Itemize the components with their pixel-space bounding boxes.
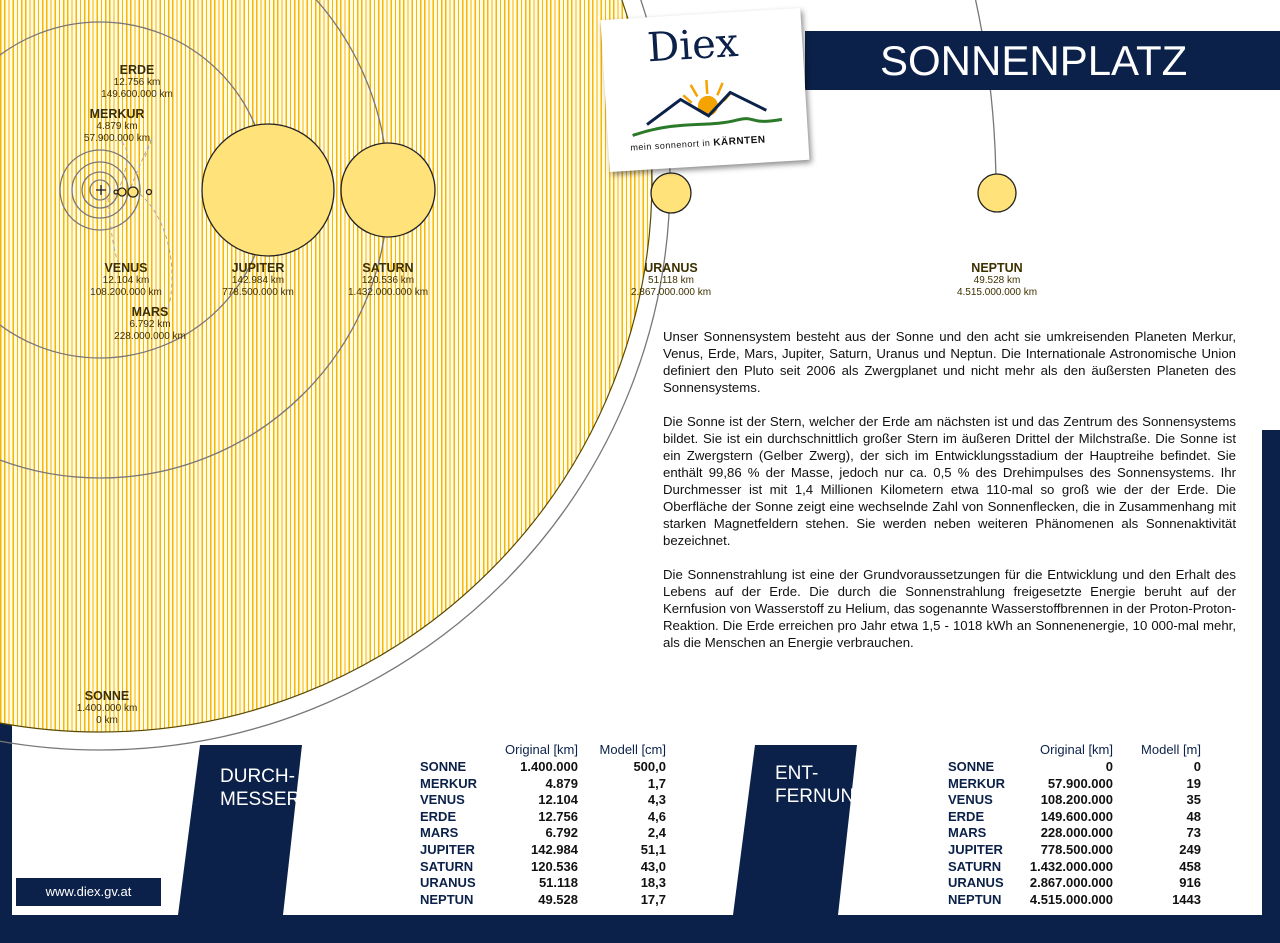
cell-modell: 17,7 (640, 891, 666, 907)
cell-name: NEPTUN (948, 891, 1002, 907)
planet-distance: 1.432.000.000 km (347, 287, 429, 298)
table-row (420, 759, 670, 776)
orbit-saturn (0, 0, 388, 478)
table-row (420, 859, 670, 876)
cell-original: 57.900.000 (1047, 775, 1113, 791)
cell-original: 142.984 (531, 842, 578, 857)
cell-original: 1.400.000 (520, 759, 578, 774)
planet-name: URANUS (644, 261, 698, 275)
planet-distance: 778.500.000 km (222, 287, 294, 298)
cell-original: 1.432.000.000 (1029, 858, 1113, 874)
column-header-modell: Modell [cm] (599, 742, 666, 757)
planet-name: SATURN (362, 261, 414, 275)
label-jupiter (222, 261, 294, 299)
cell-name: MARS (420, 825, 459, 841)
cell-name: VENUS (420, 792, 465, 808)
cell-original: 778.500.000 (1040, 842, 1113, 857)
planet-name: NEPTUN (971, 261, 1023, 275)
planet-name: VENUS (104, 261, 148, 275)
diex-logo (601, 8, 810, 172)
cell-name: JUPITER (420, 842, 475, 857)
label-uranus (631, 261, 711, 299)
label-neptun (957, 261, 1037, 299)
planet-neptun (978, 174, 1016, 212)
planet-name: MARS (131, 305, 169, 319)
table-row (948, 842, 1202, 859)
mountain-sun-icon (624, 71, 792, 141)
planet-jupiter (202, 124, 334, 256)
label-venus (90, 261, 162, 299)
table-row (420, 825, 670, 842)
cell-name: MERKUR (948, 775, 1006, 791)
cell-modell: 4,6 (647, 808, 666, 824)
label-sonne (77, 689, 138, 727)
cell-modell: 1,7 (647, 775, 666, 791)
cell-name: MARS (948, 825, 987, 841)
cell-name: URANUS (420, 875, 476, 891)
planet-name: JUPITER (231, 261, 285, 275)
planet-diameter: 49.528 km (973, 275, 1021, 286)
table-row (948, 792, 1202, 809)
cell-original: 49.528 (538, 891, 578, 907)
planet-distance: 108.200.000 km (90, 287, 162, 298)
durchmesser-table (420, 742, 670, 912)
planet-distance: 2.867.000.000 km (630, 287, 712, 298)
planet-distance: 149.600.000 km (101, 89, 173, 100)
planet-uranus (651, 173, 691, 213)
planet-distance: 57.900.000 km (83, 133, 151, 144)
label-erde (101, 63, 173, 101)
table-row (420, 842, 670, 859)
cell-original: 4.879 (545, 775, 578, 791)
cell-modell: 4,3 (647, 792, 666, 808)
cell-original: 6.792 (545, 825, 578, 841)
planet-saturn (341, 143, 435, 237)
column-header-original: Original [km] (1040, 742, 1113, 757)
cell-modell: 458 (1179, 858, 1201, 874)
header-bar (805, 31, 1280, 90)
cell-name: SONNE (948, 759, 995, 774)
entfernung-table (948, 742, 1202, 912)
table-row (948, 892, 1202, 909)
planet-diameter: 12.104 km (102, 275, 150, 286)
label-mars (114, 305, 186, 343)
planet-diameter: 1.400.000 km (76, 703, 138, 714)
description-text (663, 328, 1236, 668)
planet-distance: 0 km (96, 715, 118, 726)
logo-tagline: mein sonnenort in KÄRNTEN (630, 134, 766, 153)
cell-original: 51.118 (538, 875, 578, 891)
cell-original: 108.200.000 (1040, 792, 1113, 808)
cell-name: URANUS (948, 875, 1004, 891)
planet-diameter: 51.118 km (648, 275, 694, 286)
cell-original: 0 (1105, 759, 1113, 774)
planet-mars (147, 190, 152, 195)
planet-diameter: 4.879 km (96, 121, 138, 132)
label-saturn (348, 261, 428, 299)
planet-distance: 228.000.000 km (114, 331, 186, 342)
cell-modell: 73 (1186, 825, 1201, 841)
table-row (948, 759, 1202, 776)
table-row (948, 776, 1202, 793)
planet-diameter: 120.536 km (361, 275, 415, 286)
cell-name: SONNE (420, 759, 467, 774)
page-title: SONNENPLATZ (880, 37, 1188, 84)
cell-name: ERDE (420, 808, 457, 824)
entfernung-heading: ENT- FERNUNG (775, 763, 869, 807)
planet-venus (118, 188, 126, 196)
cell-original: 2.867.000.000 (1029, 875, 1113, 891)
paragraph-sonne: Die Sonne ist der Stern, welcher der Erde am nächsten ist und das Zentrum des Sonnensystems bildet. Sie ist ein durchschnittlich großer Stern im äußeren Drittel der Milchstraße. Die Sonne ist ein Zwergstern (Gelber Zwerg), der sich im Entwicklungsstadium der Hauptreihe befindet. Sie enthält 99,86 % der Masse, jedoch nur ca. 0,5 % des Drehimpulses des Sonnensystems. Ihr Durchmesser ist mit 1,4 Millionen Kilometern etwa 110-mal so groß wie der der Erde. Die Oberfläche der Sonne zeigt eine wechselnde Zahl von Sonnenflecken, die in Zusammenhang mit starken Magnetfeldern stehen. Sie werden neben weiteren Phänomenen als Sonnenaktivität bezeichnet. (663, 414, 1236, 548)
table-row (420, 875, 670, 892)
cell-name: NEPTUN (420, 891, 474, 907)
cell-modell: 51,1 (640, 842, 666, 857)
website-link[interactable]: www.diex.gv.at (16, 878, 161, 906)
cell-original: 12.756 (538, 808, 578, 824)
cell-original: 149.600.000 (1040, 808, 1113, 824)
cell-modell: 35 (1186, 792, 1201, 808)
cell-modell: 500,0 (633, 759, 666, 774)
cell-name: SATURN (948, 858, 1002, 874)
cell-name: SATURN (420, 858, 474, 874)
paragraph-strahlung: Die Sonnenstrahlung ist eine der Grundvoraussetzungen für die Entwicklung und den Erhalt des Lebens auf der Erde. Die durch die Sonnenstrahlung freigesetzte Energie beruht auf der Kernfusion von Wasserstoff zu Helium, das sogenannte Wasserstoffbrennen in der Proton-Proton-Reaktion. Die Erde erreichen pro Jahr etwa 1,5 - 1018 kWh an Sonnenenergie, 10 000-mal mehr, als die Menschen an Energie verbrauchen. (663, 567, 1236, 650)
planet-diameter: 12.756 km (113, 77, 161, 88)
table-row (948, 809, 1202, 826)
cell-original: 4.515.000.000 (1029, 891, 1113, 907)
table-row (948, 825, 1202, 842)
cell-original: 12.104 (538, 792, 578, 808)
table-row (420, 792, 670, 809)
cell-modell: 2,4 (647, 825, 666, 841)
planet-name: MERKUR (89, 107, 145, 121)
cell-modell: 19 (1186, 775, 1201, 791)
cell-name: MERKUR (420, 775, 478, 791)
durchmesser-heading: DURCH- MESSER (220, 766, 301, 810)
table-row (420, 776, 670, 793)
table-row (420, 892, 670, 909)
logo-wordmark: Diex (645, 19, 740, 72)
cell-name: JUPITER (948, 842, 1003, 857)
label-merkur (84, 107, 150, 145)
cell-original: 228.000.000 (1040, 825, 1113, 841)
planet-name: ERDE (119, 63, 155, 77)
cell-modell: 1443 (1172, 891, 1201, 907)
planet-diameter: 142.984 km (231, 275, 285, 286)
cell-modell: 916 (1179, 875, 1201, 891)
table-row (948, 875, 1202, 892)
cell-name: VENUS (948, 792, 993, 808)
cell-modell: 0 (1193, 759, 1201, 774)
column-header-original: Original [km] (505, 742, 578, 757)
column-header-modell: Modell [m] (1141, 742, 1201, 757)
cell-modell: 249 (1179, 842, 1201, 857)
planet-name: SONNE (84, 689, 130, 703)
paragraph-intro: Unser Sonnensystem besteht aus der Sonne und den acht sie umkreisenden Planeten Merkur, Venus, Erde, Mars, Jupiter, Saturn, Uranus und Neptun. Die Internationale Astronomische Union definiert den Pluto seit 2006 als Zwergplanet und nicht mehr als den äußersten Planeten des Sonnensystems. (663, 329, 1236, 395)
planet-diameter: 6.792 km (129, 319, 171, 330)
table-row (948, 859, 1202, 876)
cell-modell: 18,3 (640, 875, 666, 891)
cell-modell: 48 (1186, 808, 1201, 824)
cell-name: ERDE (948, 808, 985, 824)
cell-original: 120.536 (531, 858, 578, 874)
planet-erde (128, 187, 138, 197)
cell-modell: 43,0 (640, 858, 666, 874)
planet-distance: 4.515.000.000 km (956, 287, 1038, 298)
table-row (420, 809, 670, 826)
